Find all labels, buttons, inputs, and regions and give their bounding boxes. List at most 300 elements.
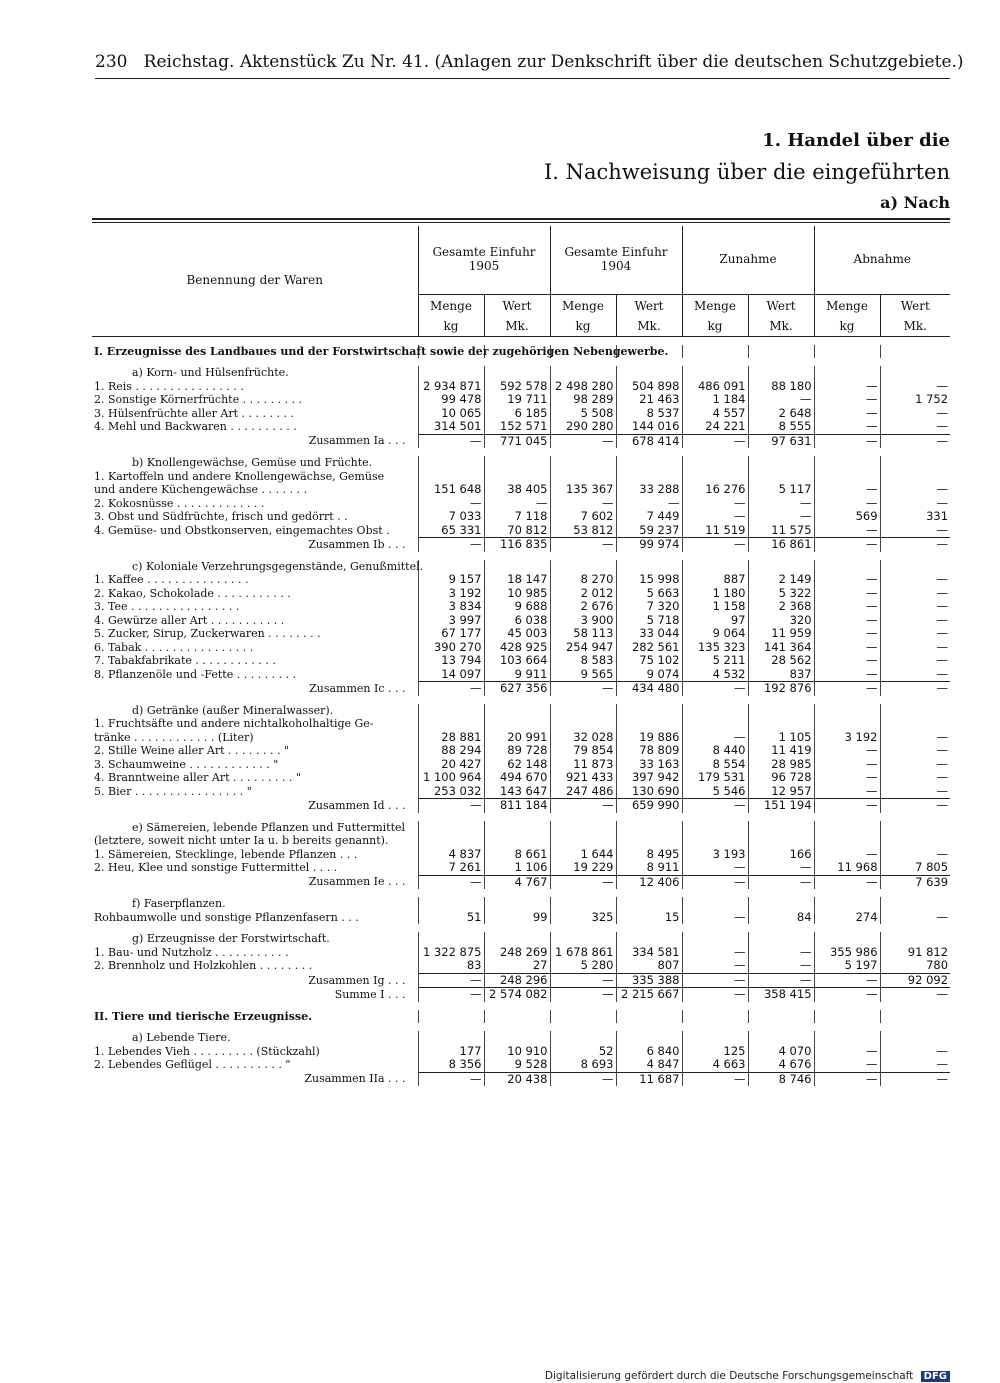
row-label: 1. Fruchtsäfte und andere nichtalkoholhaltige Ge- [94,717,374,730]
cell-value: — [880,758,950,772]
cell-value [682,717,748,731]
cell-value [616,1010,682,1024]
cell-value [748,560,814,574]
cell-value: 179 531 [682,771,748,785]
cell-value: — [814,1072,880,1086]
cell-value: 4 070 [748,1045,814,1059]
cell-value [880,366,950,380]
cell-value: — [748,946,814,960]
table-title: I. Nachweisung über die eingeführten [543,160,950,184]
row-label: 5. Bier . . . . . . . . . . . . . . . . " [94,784,252,798]
table-row [92,614,950,628]
cell-value [682,1031,748,1045]
cell-value [616,1031,682,1045]
cell-value: 4 847 [616,1058,682,1072]
cell-value [550,897,616,911]
table-row [92,744,950,758]
cell-value [880,932,950,946]
cell-value: 10 910 [484,1045,550,1059]
cell-value: — [418,988,484,1002]
cell-value: 247 486 [550,785,616,799]
row-label: Zusammen Ie . . . [308,875,406,889]
cell-value: 592 578 [484,380,550,394]
cell-value [682,834,748,848]
cell-value [814,560,880,574]
cell-value: 494 670 [484,771,550,785]
table-row [92,848,950,862]
cell-value: 434 480 [616,682,682,696]
cell-value: — [418,973,484,988]
cell-value: — [682,875,748,889]
row-label: 4. Mehl und Backwaren . . . . . . . . . . [94,420,297,434]
cell-value: 248 269 [484,946,550,960]
row-label: Zusammen Ig . . . [308,973,406,987]
cell-value: 7 261 [418,861,484,875]
cell-value: — [550,1072,616,1086]
cell-value: — [880,483,950,497]
cell-value: — [550,682,616,696]
row-label: Zusammen IIa . . . [304,1072,406,1086]
row-label: c) Koloniale Verzehrungsgegenstände, Genußmittel. [132,559,424,573]
cell-value: 3 192 [814,731,880,745]
cell-value: 97 631 [748,434,814,448]
cell-value: 88 180 [748,380,814,394]
cell-value: 99 974 [616,538,682,552]
table-row [92,654,950,668]
cell-value: 2 648 [748,407,814,421]
spacer-row [92,813,950,821]
cell-value [748,704,814,718]
cell-value: 678 414 [616,434,682,448]
col-menge-header: Menge [550,294,616,318]
cell-value [484,821,550,835]
cell-value: — [814,614,880,628]
cell-value: 130 690 [616,785,682,799]
cell-value: — [550,497,616,511]
cell-value: 135 367 [550,483,616,497]
cell-value: 7 320 [616,600,682,614]
cell-value [880,821,950,835]
cell-value: 5 322 [748,587,814,601]
cell-value [418,821,484,835]
cell-value: 5 508 [550,407,616,421]
running-title: Reichstag. Aktenstück Zu Nr. 41. (Anlagen zur Denkschrift über die deutschen Schutzgebiete.) [143,52,964,72]
cell-value: — [814,380,880,394]
spacer-row [92,358,950,366]
cell-value: 21 463 [616,393,682,407]
cell-value: 1 678 861 [550,946,616,960]
cell-value: 70 812 [484,524,550,538]
cell-value: 7 118 [484,510,550,524]
cell-value: — [682,434,748,448]
cell-value: 18 147 [484,573,550,587]
cell-value: — [550,434,616,448]
cell-value: 79 854 [550,744,616,758]
cell-value: — [682,682,748,696]
running-header [95,52,964,72]
col-1905-header: Gesamte Einfuhr 1905 [418,226,550,294]
cell-value: — [880,731,950,745]
cell-value [748,470,814,484]
cell-value: 8 270 [550,573,616,587]
cell-value: 62 148 [484,758,550,772]
cell-value: 2 574 082 [484,988,550,1002]
cell-value [814,345,880,359]
cell-value [616,470,682,484]
cell-value: — [880,627,950,641]
row-label: 1. Kaffee . . . . . . . . . . . . . . . [94,573,249,586]
cell-value: — [814,682,880,696]
cell-value: 390 270 [418,641,484,655]
col-menge-header: Menge [418,294,484,318]
spacer-row [92,696,950,704]
cell-value: 4 837 [418,848,484,862]
section-heading-row [92,345,950,359]
cell-value: 4 663 [682,1058,748,1072]
cell-value [748,1031,814,1045]
col-unit-kg: kg [550,318,616,336]
cell-value [484,834,550,848]
cell-value [814,834,880,848]
cell-value: — [682,497,748,511]
cell-value: 177 [418,1045,484,1059]
cell-value [418,897,484,911]
cell-value: 33 288 [616,483,682,497]
cell-value [616,560,682,574]
table-row [92,717,950,731]
cell-value: — [814,785,880,799]
cell-value [418,1031,484,1045]
row-label: 4. Branntweine aller Art . . . . . . . . . " [94,771,301,784]
table-row [92,483,950,497]
col-abnahme-header: Abnahme [814,226,950,294]
cell-value: — [880,799,950,813]
section-heading-row [92,897,950,911]
row-label: Zusammen Ia . . . [308,434,406,448]
cell-value [748,456,814,470]
table-row [92,600,950,614]
cell-value: 7 033 [418,510,484,524]
row-label: 2. Brennholz und Holzkohlen . . . . . . . . [94,959,313,973]
row-label: g) Erzeugnisse der Forstwirtschaft. [132,932,330,945]
cell-value: 8 746 [748,1072,814,1086]
table-row [92,420,950,434]
cell-value: 13 794 [418,654,484,668]
cell-value: 7 449 [616,510,682,524]
table-row [92,771,950,785]
spacer-row [92,1023,950,1031]
cell-value: — [814,538,880,552]
cell-value [814,1031,880,1045]
cell-value: — [616,497,682,511]
cell-value: — [814,758,880,772]
cell-value: 97 [682,614,748,628]
table-row [92,407,950,421]
cell-value: — [814,627,880,641]
cell-value: — [682,538,748,552]
col-unit-kg: kg [682,318,748,336]
cell-value: — [880,744,950,758]
cell-value: 282 561 [616,641,682,655]
cell-value [484,560,550,574]
cell-value: — [682,946,748,960]
cell-value: — [748,510,814,524]
section-title: 1. Handel über die [762,130,950,151]
cell-value [682,470,748,484]
cell-value: 83 [418,959,484,973]
col-unit-kg: kg [814,318,880,336]
table-row [92,946,950,960]
cell-value: 771 045 [484,434,550,448]
row-label: 1. Bau- und Nutzholz . . . . . . . . . . . [94,945,289,959]
col-unit-mk: Mk. [616,318,682,336]
cell-value: — [880,573,950,587]
cell-value [418,560,484,574]
cell-value [418,834,484,848]
table-row [92,510,950,524]
cell-value: — [814,641,880,655]
cell-value: — [880,848,950,862]
col-wert-header: Wert [748,294,814,318]
cell-value [814,821,880,835]
cell-value [748,932,814,946]
cell-value: — [682,959,748,973]
table-row [92,785,950,799]
cell-value: 1 105 [748,731,814,745]
cell-value: — [418,538,484,552]
col-wert-header: Wert [616,294,682,318]
cell-value: 6 038 [484,614,550,628]
cell-value: 2 215 667 [616,988,682,1002]
cell-value: 58 113 [550,627,616,641]
row-label: 2. Kokosnüsse . . . . . . . . . . . . . [94,496,265,510]
cell-value: 75 102 [616,654,682,668]
cell-value: — [814,988,880,1002]
cell-value: 5 718 [616,614,682,628]
cell-value: 15 998 [616,573,682,587]
cell-value: — [814,875,880,889]
total-row [92,973,950,988]
table-row [92,641,950,655]
row-label: 1. Lebendes Vieh . . . . . . . . . (Stückzahl) [94,1044,320,1058]
col-menge-header: Menge [682,294,748,318]
cell-value: 1 752 [880,393,950,407]
cell-value: — [550,538,616,552]
cell-value [484,932,550,946]
cell-value: — [880,420,950,434]
cell-value [418,470,484,484]
cell-value: 1 180 [682,587,748,601]
cell-value: 9 565 [550,668,616,682]
cell-value: 9 911 [484,668,550,682]
table-row [92,573,950,587]
cell-value: 9 688 [484,600,550,614]
row-label: Zusammen Id . . . [308,798,406,812]
table-row [92,959,950,973]
cell-value: — [682,731,748,745]
cell-value: 428 925 [484,641,550,655]
cell-value: 19 711 [484,393,550,407]
cell-value: — [814,587,880,601]
row-label: 3. Schaumweine . . . . . . . . . . . . " [94,757,279,771]
cell-value: — [418,875,484,889]
row-label: I. Erzeugnisse des Landbaues und der Forstwirtschaft sowie der zugehörigen Nebengewerbe. [94,344,669,358]
col-unit-mk: Mk. [748,318,814,336]
row-label: 4. Gewürze aller Art . . . . . . . . . . . [94,613,285,627]
col-1904-header: Gesamte Einfuhr 1904 [550,226,682,294]
cell-value: — [880,538,950,552]
cell-value: — [880,407,950,421]
cell-value: — [814,1045,880,1059]
cell-value: 887 [682,573,748,587]
cell-value: — [814,573,880,587]
cell-value: — [814,483,880,497]
cell-value [484,366,550,380]
table-row [92,497,950,511]
cell-value: — [814,1058,880,1072]
cell-value: 78 809 [616,744,682,758]
cell-value [880,1031,950,1045]
cell-value [880,345,950,359]
section-heading-row [92,1010,950,1024]
col-wert-header: Wert [880,294,950,318]
cell-value: 16 276 [682,483,748,497]
cell-value [748,717,814,731]
cell-value [880,560,950,574]
row-label: 3. Hülsenfrüchte aller Art . . . . . . . . [94,406,294,420]
cell-value: 811 184 [484,799,550,813]
cell-value: 144 016 [616,420,682,434]
cell-value: — [880,497,950,511]
cell-value [418,704,484,718]
cell-value [616,834,682,848]
cell-value [814,470,880,484]
cell-value [682,932,748,946]
section-heading-row [92,560,950,574]
cell-value: — [880,785,950,799]
cell-value: 12 406 [616,875,682,889]
cell-value: 2 149 [748,573,814,587]
cell-value: 11 968 [814,861,880,875]
total-row [92,988,950,1002]
cell-value: — [880,587,950,601]
cell-value: — [814,600,880,614]
cell-value [748,897,814,911]
cell-value [550,1031,616,1045]
cell-value: 192 876 [748,682,814,696]
import-table [92,226,950,1086]
row-label: a) Korn- und Hülsenfrüchte. [132,366,289,379]
row-label: e) Sämereien, lebende Pflanzen und Futtermittel [132,820,406,834]
cell-value [616,897,682,911]
cell-value: 8 440 [682,744,748,758]
cell-value: — [880,380,950,394]
row-label: 7. Tabakfabrikate . . . . . . . . . . . . [94,654,276,667]
cell-value: 15 [616,911,682,925]
cell-value: 28 562 [748,654,814,668]
cell-value [814,1010,880,1024]
cell-value: 837 [748,668,814,682]
cell-value: 8 661 [484,848,550,862]
total-row [92,538,950,552]
cell-value: 2 934 871 [418,380,484,394]
table-row [92,1058,950,1072]
cell-value [550,470,616,484]
cell-value: — [880,1058,950,1072]
cell-value: 3 900 [550,614,616,628]
cell-value: 151 194 [748,799,814,813]
row-label: 1. Kartoffeln und andere Knollengewächse, Gemüse [94,469,385,483]
cell-value [814,704,880,718]
cell-value: 51 [418,911,484,925]
cell-value: — [682,861,748,875]
spacer-row [92,448,950,456]
spacer-row [92,1002,950,1010]
cell-value [682,897,748,911]
cell-value [550,456,616,470]
cell-value [748,1010,814,1024]
cell-value [616,366,682,380]
cell-value: — [418,799,484,813]
cell-value: — [682,510,748,524]
section-heading-row [92,932,950,946]
cell-value: 103 664 [484,654,550,668]
cell-value: 45 003 [484,627,550,641]
cell-value [550,932,616,946]
cell-value [418,366,484,380]
cell-value [748,834,814,848]
col-wert-header: Wert [484,294,550,318]
cell-value: — [682,988,748,1002]
cell-value: 5 546 [682,785,748,799]
cell-value: — [814,420,880,434]
cell-value: 325 [550,911,616,925]
cell-value: 99 [484,911,550,925]
cell-value: 4 767 [484,875,550,889]
cell-value: — [814,799,880,813]
cell-value: — [814,668,880,682]
cell-value [484,897,550,911]
cell-value [616,932,682,946]
cell-value: 166 [748,848,814,862]
row-label: 2. Lebendes Geflügel . . . . . . . . . . " [94,1058,291,1072]
cell-value: 335 388 [616,973,682,988]
cell-value: — [880,771,950,785]
cell-value: 11 873 [550,758,616,772]
cell-value [616,821,682,835]
cell-value: 67 177 [418,627,484,641]
page-number: 230 [95,52,128,72]
cell-value [616,456,682,470]
table-row [92,393,950,407]
cell-value [484,1010,550,1024]
cell-value: 921 433 [550,771,616,785]
cell-value: 53 812 [550,524,616,538]
cell-value: 19 229 [550,861,616,875]
cell-value: 91 812 [880,946,950,960]
cell-value: — [880,614,950,628]
cell-value: 780 [880,959,950,973]
cell-value: 33 044 [616,627,682,641]
cell-value: 1 644 [550,848,616,862]
cell-value: — [880,668,950,682]
row-label: a) Lebende Tiere. [132,1031,231,1044]
cell-value: 569 [814,510,880,524]
cell-value: 152 571 [484,420,550,434]
cell-value: — [682,973,748,988]
cell-value: — [550,799,616,813]
cell-value: — [748,875,814,889]
